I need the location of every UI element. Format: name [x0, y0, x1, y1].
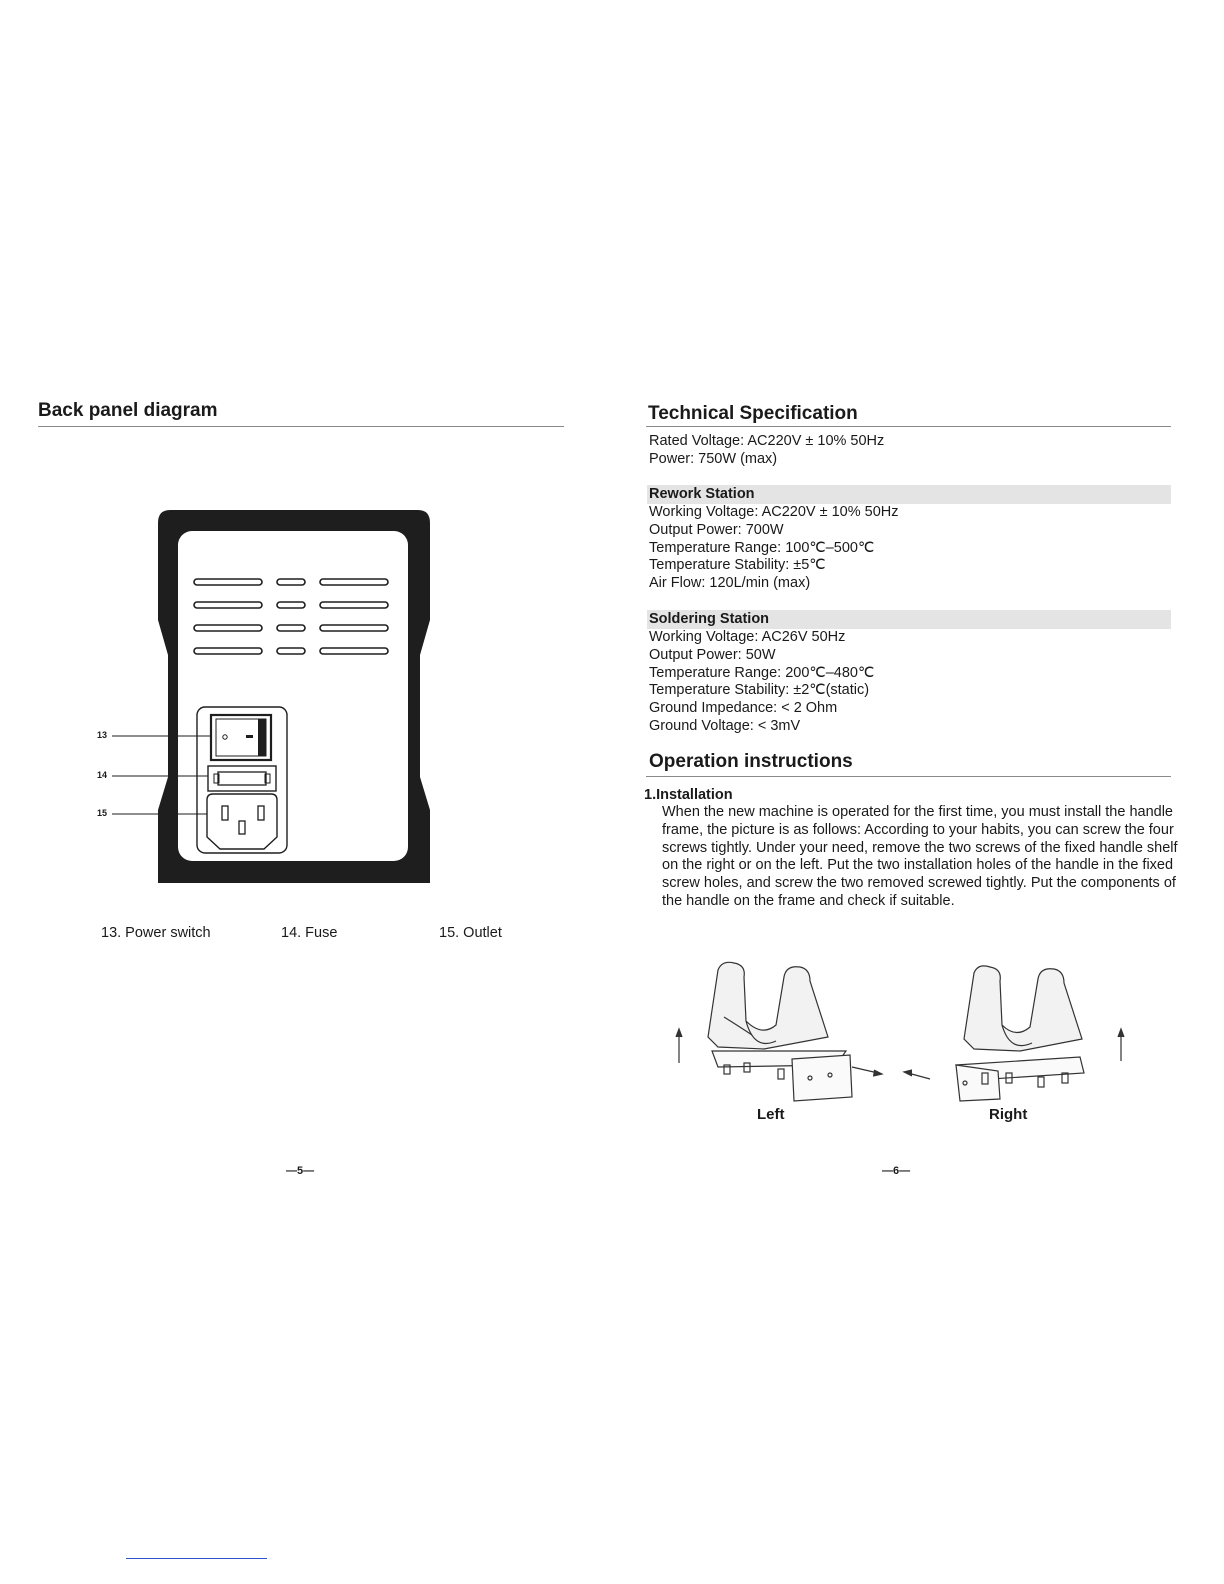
spec-line: Working Voltage: AC26V 50Hz: [649, 629, 846, 645]
soldering-spec: [649, 629, 874, 736]
back-panel-diagram: [90, 505, 440, 890]
link-underline: [126, 1558, 267, 1559]
spec-line: Air Flow: 120L/min (max): [649, 575, 811, 592]
installation-step-title: 1.Installation: [644, 787, 733, 803]
callout-15: 15: [97, 808, 108, 818]
spec-line: Temperature Range: 100℃–500℃: [649, 539, 875, 556]
heading-rule-operation: [646, 776, 1171, 777]
callout-14: 14: [97, 770, 108, 780]
heading-rule-left: [38, 426, 564, 427]
rework-spec: [649, 504, 899, 593]
page-number-left: —5—: [286, 1165, 315, 1177]
caption-power-switch: 13. Power switch: [101, 925, 211, 941]
soldering-section-title: Soldering Station: [647, 610, 1171, 629]
spec-line: Output Power: 700W: [649, 521, 784, 538]
spec-line: Rated Voltage: AC220V ± 10% 50Hz: [649, 433, 885, 449]
page-number-right: —6—: [882, 1165, 911, 1177]
installation-paragraph: When the new machine is operated for the first time, you must install the handle frame, the picture is as follows: According to your habits, you can screw the four screws tightly. Under your need, remove the two screws of the fixed handle shelf on the right or on the left. Put the two installation holes of the handle in the fixed screw holes, and screw the two removed screwed tightly. Put the components of the handle on the frame and check if suitable.: [662, 804, 1178, 909]
spec-line: Temperature Stability: ±5℃: [649, 557, 826, 574]
operation-heading: Operation instructions: [649, 751, 853, 772]
figure-label-right: Right: [989, 1106, 1028, 1123]
callout-13: 13: [97, 730, 108, 740]
tech-spec-heading: Technical Specification: [648, 403, 858, 424]
spec-line: Temperature Range: 200℃–480℃: [649, 664, 875, 681]
spec-line: Ground Voltage: < 3mV: [649, 717, 801, 734]
figure-label-left: Left: [757, 1106, 785, 1123]
handle-frame-figure: [660, 955, 1140, 1110]
spec-line: Output Power: 50W: [649, 646, 776, 663]
rework-section-title: Rework Station: [647, 485, 1171, 504]
back-panel-heading: Back panel diagram: [38, 400, 218, 421]
caption-outlet: 15. Outlet: [439, 925, 502, 941]
general-spec: [649, 433, 884, 469]
spec-line: Power: 750W (max): [649, 450, 778, 467]
spec-line: Working Voltage: AC220V ± 10% 50Hz: [649, 504, 899, 520]
heading-rule-tech: [646, 426, 1171, 427]
spec-line: Temperature Stability: ±2℃(static): [649, 682, 870, 699]
spec-line: Ground Impedance: < 2 Ohm: [649, 700, 838, 717]
caption-fuse: 14. Fuse: [281, 925, 338, 941]
